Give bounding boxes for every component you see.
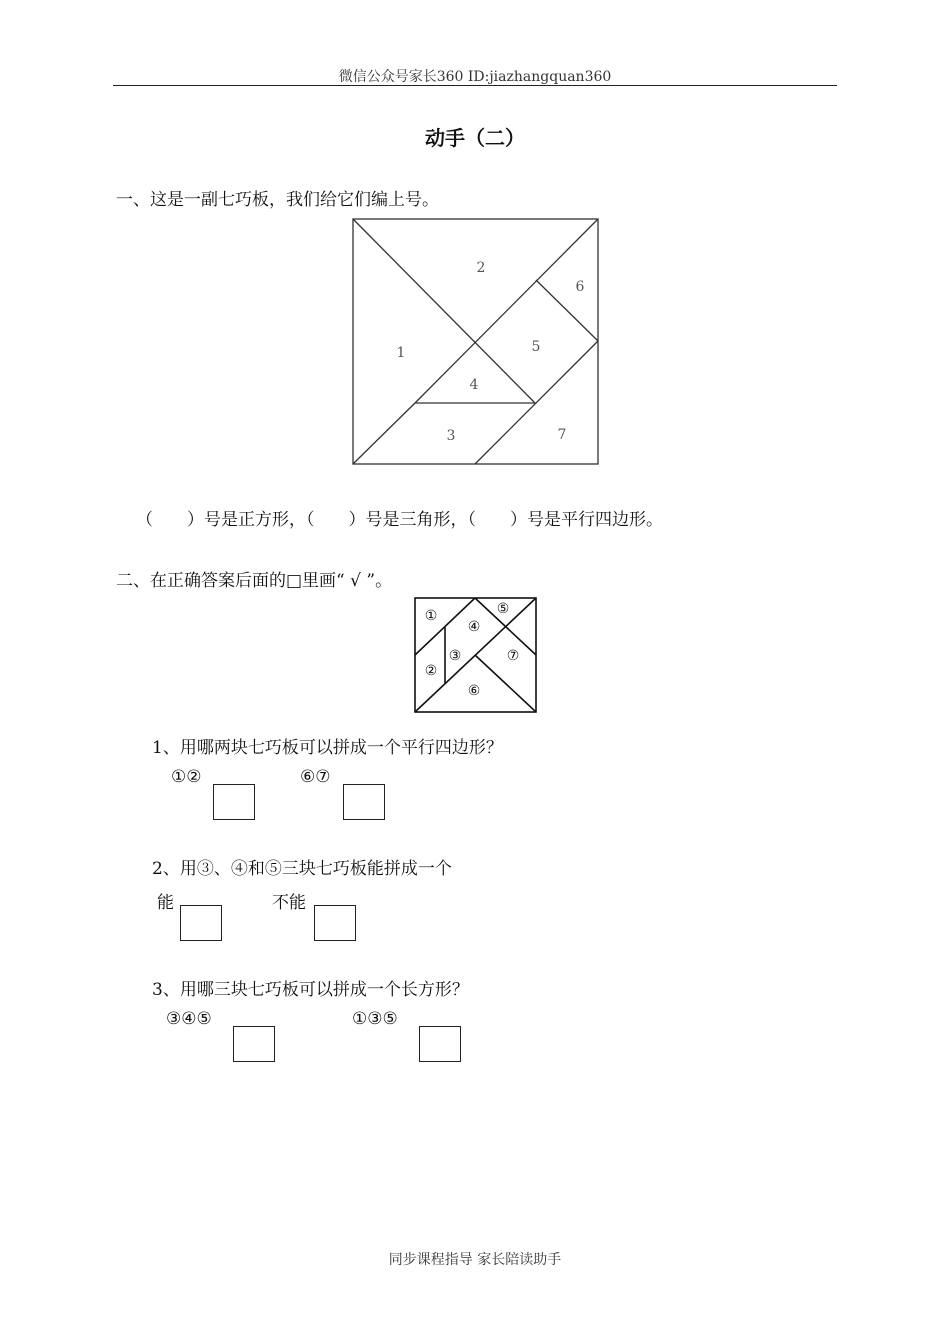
q1-text: 1、用哪两块七巧板可以拼成一个平行四边形？ [152, 738, 503, 758]
tangram-label-7: 7 [557, 427, 567, 443]
q1-option-a-checkbox[interactable] [213, 784, 255, 820]
tangram2-label-6: ⑥ [467, 683, 481, 699]
q3-option-b-label: ①③⑤ [352, 1009, 398, 1029]
tangram-edge [353, 403, 415, 464]
tangram-label-1: 1 [396, 345, 406, 361]
tangram-figure-2 [408, 593, 544, 717]
page-footer: 同步课程指导 家长陪读助手 [388, 1252, 562, 1268]
tangram-edge [415, 219, 598, 403]
tangram-figure-1 [340, 210, 610, 470]
tangram-label-3: 3 [446, 428, 456, 444]
page-title: 动手（二） [425, 126, 525, 150]
q2-option-a-label: 能 [157, 893, 174, 913]
tangram2-label-4: ④ [467, 619, 481, 635]
tangram2-label-7: ⑦ [506, 648, 520, 664]
q2-option-b-label: 不能 [272, 893, 306, 913]
q2-option-a-checkbox[interactable] [180, 905, 222, 941]
tangram2-edge [475, 655, 536, 712]
q2-text: 2、用③、④和⑤三块七巧板能拼成一个 [152, 859, 452, 879]
section2-question: 二、在正确答案后面的□里画“ √ ”。 [116, 571, 393, 591]
tangram-label-6: 6 [575, 279, 585, 295]
tangram-edge [536, 280, 598, 341]
tangram-label-5: 5 [531, 339, 541, 355]
q1-option-b-checkbox[interactable] [343, 784, 385, 820]
section1-question: 一、这是一副七巧板，我们给它们编上号。 [116, 190, 439, 210]
tangram2-label-2: ② [424, 663, 438, 679]
q3-option-a-checkbox[interactable] [233, 1026, 275, 1062]
tangram-label-2: 2 [476, 260, 486, 276]
tangram2-label-5: ⑤ [496, 601, 510, 617]
header-divider [113, 85, 837, 86]
tangram2-label-1: ① [424, 608, 438, 624]
section1-fill-in[interactable]: （ ）号是正方形，（ ）号是三角形，（ ）号是平行四边形。 [136, 510, 663, 530]
q1-option-a-label: ①② [171, 767, 202, 787]
tangram-label-4: 4 [469, 377, 479, 393]
q3-text: 3、用哪三块七巧板可以拼成一个长方形？ [152, 980, 469, 1000]
tangram-edge [353, 219, 535, 403]
q3-option-a-label: ③④⑤ [166, 1009, 212, 1029]
page-header: 微信公众号家长360 ID:jiazhangquan360 [338, 69, 612, 85]
q2-option-b-checkbox[interactable] [314, 905, 356, 941]
q1-option-b-label: ⑥⑦ [300, 767, 331, 787]
q3-option-b-checkbox[interactable] [419, 1026, 461, 1062]
tangram2-label-3: ③ [448, 648, 462, 664]
